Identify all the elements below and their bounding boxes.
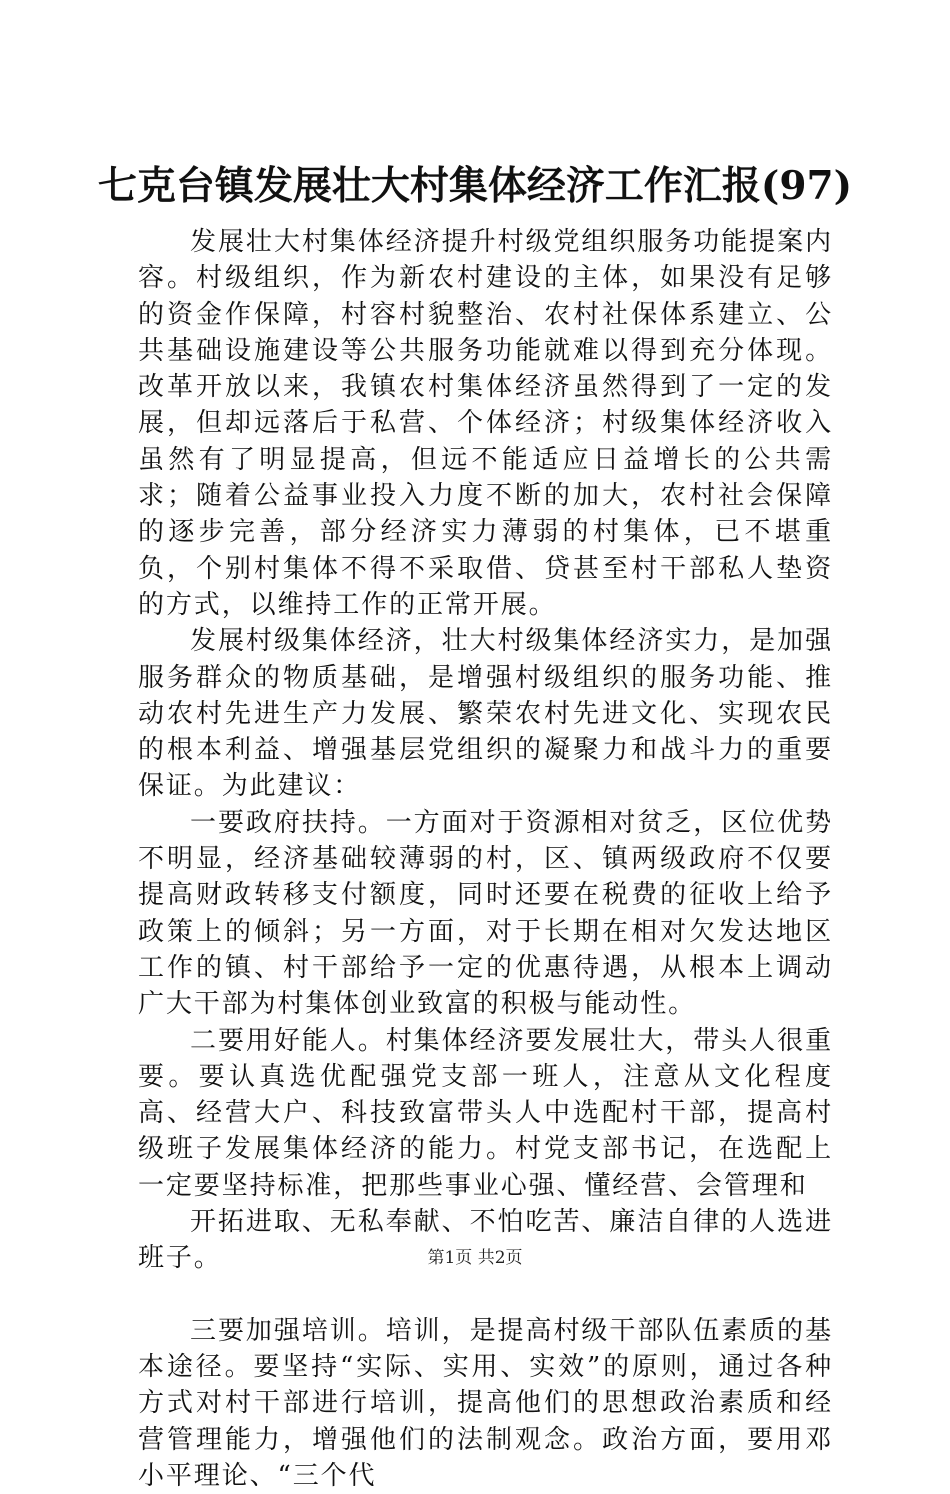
paragraph-intro: 发展壮大村集体经济提升村级党组织服务功能提案内容。村级组织，作为新农村建设的主体，如果没有足够的资金作保障，村容村貌整治、农村社保体系建立、公共基础设施建设等公共服务功能就难以得到充分体现。改革开放以来，我镇农村集体经济虽然得到了一定的发展，但却远落后于私营、个体经济；村级集体经济收入虽然有了明显提高，但远不能适应日益增长的公共需求；随着公益事业投入力度不断的加大，农村社会保障的逐步完善，部分经济实力薄弱的村集体，已不堪重负，个别村集体不得不采取借、贷甚至村干部私人垫资的方式，以维持工作的正常开展。 — [138, 227, 833, 620]
paragraph-significance: 发展村级集体经济，壮大村级集体经济实力，是加强服务群众的物质基础，是增强村级组织的服务功能、推动农村先进生产力发展、繁荣农村先进文化、实现农民的根本利益、增强基层党组织的凝聚力和战斗力的重要保证。为此建议： — [138, 626, 833, 802]
paragraph-capable-people: 二要用好能人。村集体经济要发展壮大，带头人很重要。要认真选优配强党支部一班人，注意从文化程度高、经营大户、科技致富带头人中选配村干部，提高村级班子发展集体经济的能力。村党支部书记，在选配上一定要坚持标准，把那些事业心强、懂经营、会管理和 — [138, 1025, 833, 1201]
paragraph-training: 三要加强培训。培训，是提高村级干部队伍素质的基本途径。要坚持“实际、实用、实效”的原则，通过各种方式对村干部进行培训，提高他们的思想政治素质和经营管理能力，增强他们的法制观念。政治方面，要用邓小平理论、“三个代 — [138, 1315, 833, 1491]
document-title: 七克台镇发展壮大村集体经济工作汇报(97) — [97, 163, 853, 209]
document-body — [138, 224, 833, 1494]
paragraph-government-support: 一要政府扶持。一方面对于资源相对贫乏，区位优势不明显，经济基础较薄弱的村，区、镇两级政府不仅要提高财政转移支付额度，同时还要在税费的征收上给予政策上的倾斜；另一方面，对于长期在相对欠发达地区工作的镇、村干部给予一定的优惠待遇，从根本上调动广大干部为村集体创业致富的积极与能动性。 — [138, 807, 833, 1020]
page-indicator: 第1页 共2页 — [427, 1248, 523, 1268]
paragraph-capable-people-continued: 开拓进取、无私奉献、不怕吃苦、廉洁自律的人选进班子。 — [138, 1207, 833, 1274]
